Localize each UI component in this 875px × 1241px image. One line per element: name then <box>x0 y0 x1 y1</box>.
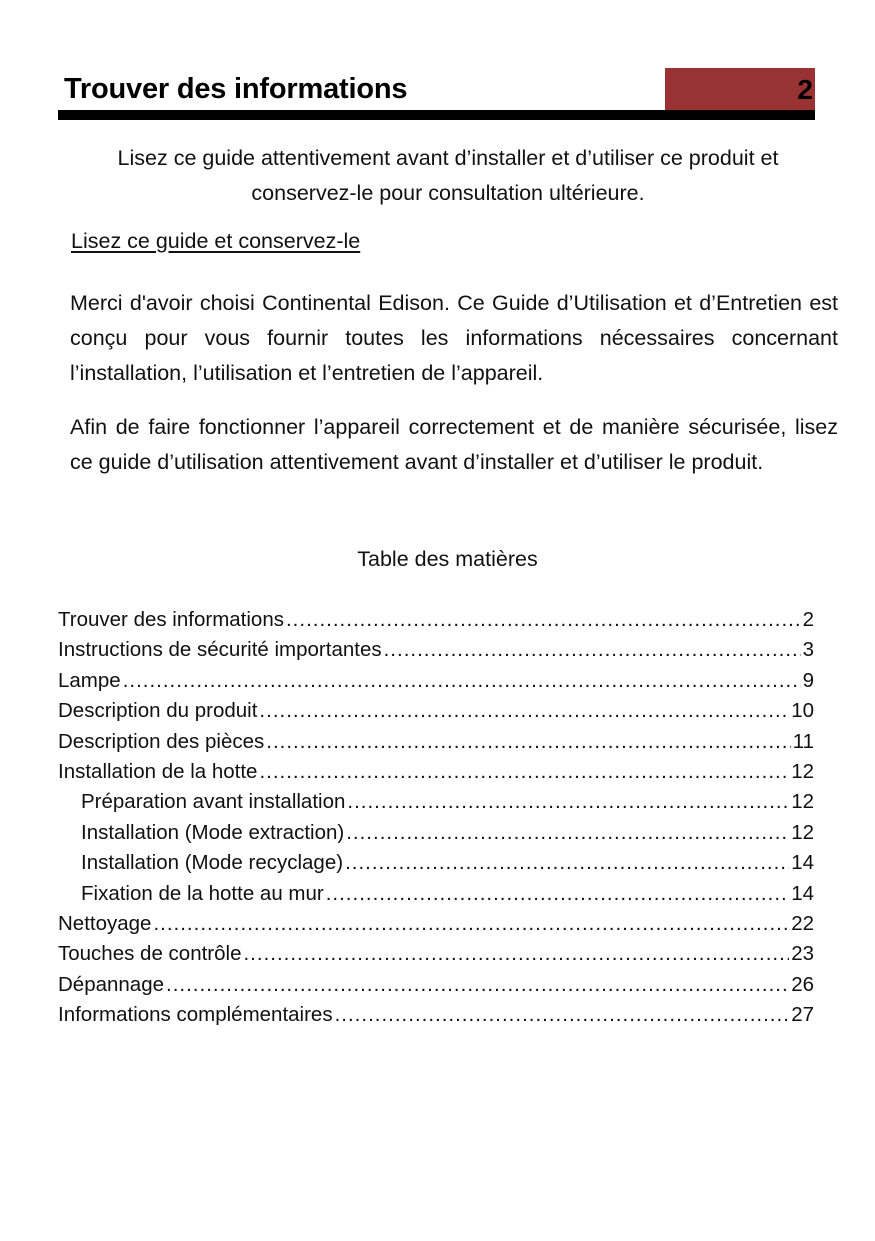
toc-leader-dots <box>243 942 789 966</box>
toc-entry[interactable] <box>58 760 814 790</box>
toc-entry-page: 12 <box>791 759 814 783</box>
toc-entry-page: 12 <box>791 790 814 814</box>
toc-entry[interactable] <box>58 608 814 638</box>
toc-entry-title: Lampe <box>58 668 121 692</box>
toc-entry-page: 12 <box>791 820 814 844</box>
toc-subentry[interactable] <box>58 790 814 820</box>
toc-subentry[interactable] <box>58 882 814 912</box>
section-subheading: Lisez ce guide et conservez-le <box>71 229 361 253</box>
intro-notice: Lisez ce guide attentivement avant d’installer et d’utiliser ce produit et conservez-le pour consultation ultérieure. <box>117 146 779 205</box>
toc-entry-page: 10 <box>791 699 814 723</box>
toc-entry-title: Installation (Mode recyclage) <box>81 851 344 875</box>
page-number: 2 <box>797 74 813 105</box>
toc-entry[interactable] <box>58 973 814 1003</box>
toc-leader-dots <box>286 608 801 632</box>
toc-entry-page: 3 <box>802 638 814 662</box>
page-header <box>58 68 815 112</box>
page-title: Trouver des informations <box>64 73 408 105</box>
toc-heading: Table des matières <box>357 547 538 571</box>
toc-leader-dots <box>266 730 790 754</box>
toc-entry-page: 2 <box>802 608 814 631</box>
toc-leader-dots <box>384 638 801 662</box>
toc-entry-title: Installation de la hotte <box>58 759 258 783</box>
toc-entry-title: Dépannage <box>58 972 165 996</box>
toc-entry-page: 22 <box>791 911 814 935</box>
toc-entry-title: Installation (Mode extraction) <box>81 820 345 844</box>
toc-entry-page: 9 <box>802 668 814 692</box>
toc-leader-dots <box>335 1003 790 1027</box>
toc-entry-page: 14 <box>791 881 814 905</box>
toc-leader-dots <box>347 790 789 814</box>
toc-entry-page: 14 <box>791 851 814 875</box>
toc-leader-dots <box>166 973 789 997</box>
toc-entry-title: Touches de contrôle <box>58 942 242 966</box>
toc-entry-title: Instructions de sécurité importantes <box>58 638 382 662</box>
toc-leader-dots <box>123 669 801 693</box>
toc-leader-dots <box>153 912 789 936</box>
paragraph-welcome: Merci d'avoir choisi Continental Edison. Ce Guide d’Utilisation et d’Entretien est conçu pour vous fournir toutes les informations nécessaires concernant l’installation, l’utilisation et l’entretien de l’appareil. <box>70 291 838 385</box>
toc-entry[interactable] <box>58 912 814 942</box>
toc-entry[interactable] <box>58 730 814 760</box>
toc-leader-dots <box>259 699 789 723</box>
header-accent-block <box>665 68 815 112</box>
toc-entry-page: 26 <box>791 972 814 996</box>
toc-leader-dots <box>345 851 789 875</box>
table-of-contents <box>58 608 814 1033</box>
toc-entry[interactable] <box>58 699 814 729</box>
toc-subentry[interactable] <box>58 821 814 851</box>
toc-entry[interactable] <box>58 942 814 972</box>
toc-entry-title: Informations complémentaires <box>58 1003 333 1027</box>
toc-subentry[interactable] <box>58 851 814 881</box>
toc-entry-title: Nettoyage <box>58 911 152 935</box>
toc-entry-page: 27 <box>791 1003 814 1027</box>
toc-entry[interactable] <box>58 1003 814 1033</box>
toc-entry-title: Description des pièces <box>58 729 265 753</box>
toc-leader-dots <box>346 821 789 845</box>
toc-entry-page: 11 <box>792 729 814 753</box>
toc-entry-title: Description du produit <box>58 699 258 723</box>
toc-entry-title: Fixation de la hotte au mur <box>81 881 324 905</box>
header-divider <box>58 110 815 120</box>
toc-entry[interactable] <box>58 669 814 699</box>
toc-entry-page: 23 <box>791 942 814 966</box>
paragraph-safety: Afin de faire fonctionner l’appareil correctement et de manière sécurisée, lisez ce guide d’utilisation attentivement avant d’installer et d’utiliser le produit. <box>70 415 838 474</box>
toc-entry[interactable] <box>58 638 814 668</box>
toc-entry-title: Trouver des informations <box>58 608 284 631</box>
toc-leader-dots <box>326 882 789 906</box>
toc-leader-dots <box>259 760 789 784</box>
toc-entry-title: Préparation avant installation <box>81 790 346 814</box>
